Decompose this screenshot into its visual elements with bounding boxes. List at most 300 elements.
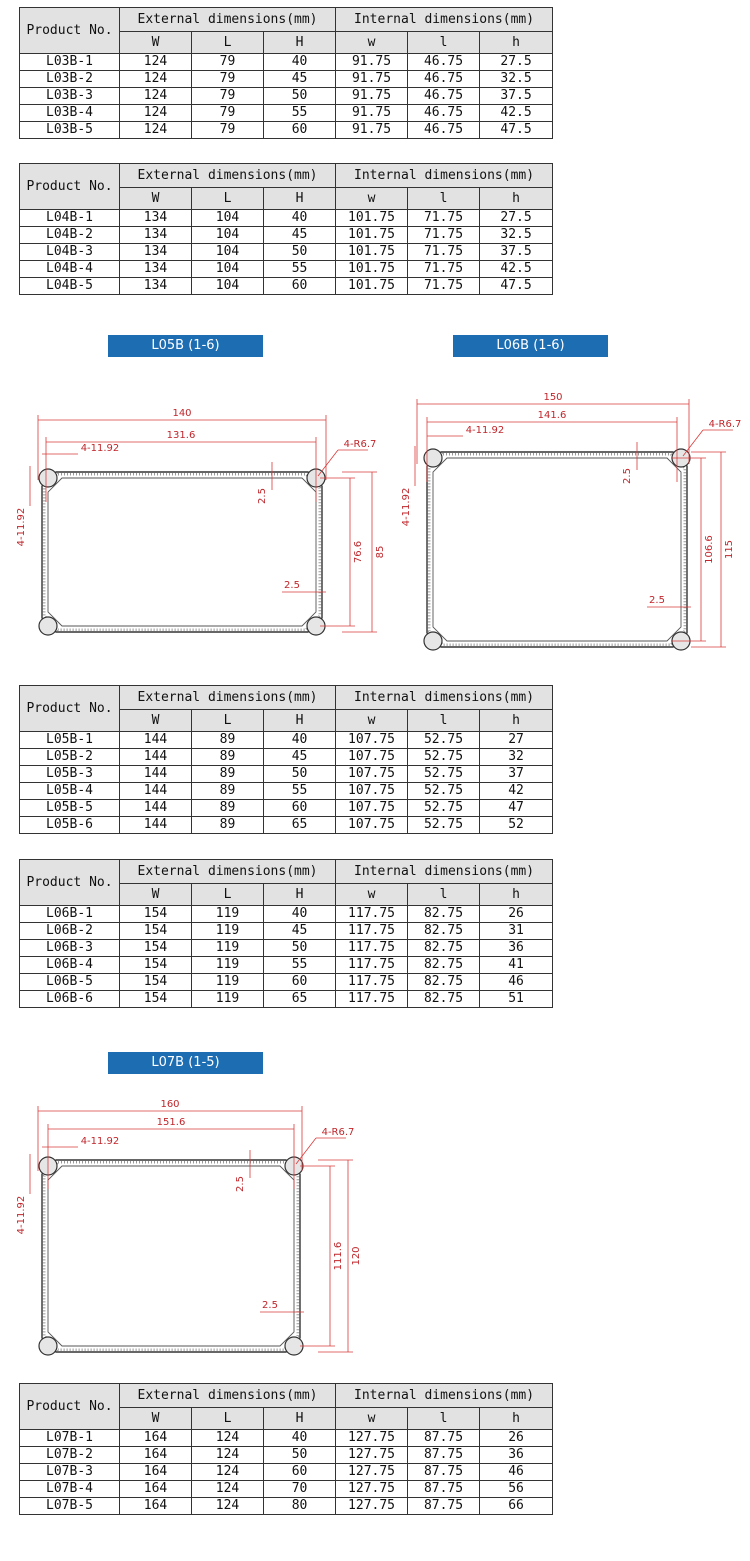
column-header: h (480, 884, 553, 906)
dimension-cell: 164 (120, 1481, 192, 1498)
column-header: H (264, 710, 336, 732)
dimension-cell: 164 (120, 1447, 192, 1464)
spec-table-l07b (19, 1383, 553, 1515)
profile-outer (42, 1160, 300, 1352)
dimension-cell: 144 (120, 817, 192, 834)
dimension-cell: 82.75 (408, 974, 480, 991)
dimension-cell: 45 (264, 227, 336, 244)
dimension-cell: 52.75 (408, 800, 480, 817)
dimension-cell: 124 (192, 1481, 264, 1498)
column-header: w (336, 188, 408, 210)
dimension-cell: 47 (480, 800, 553, 817)
dimension-cell: 60 (264, 1464, 336, 1481)
column-header: H (264, 188, 336, 210)
product-no-cell: L03B-3 (20, 88, 120, 105)
table-row (20, 800, 553, 817)
wall-thickness-side-label: 2.5 (649, 595, 665, 606)
table-row (20, 122, 553, 139)
table-row (20, 923, 553, 940)
corner-lug (424, 632, 442, 650)
dimension-cell: 107.75 (336, 749, 408, 766)
table-row (20, 940, 553, 957)
dimension-cell: 51 (480, 991, 553, 1008)
corner-radius-label: 4-R6.7 (343, 439, 377, 450)
dimension-cell: 117.75 (336, 991, 408, 1008)
dimension-cell: 119 (192, 906, 264, 923)
dimension-cell: 89 (192, 817, 264, 834)
dimension-cell: 79 (192, 54, 264, 71)
product-no-cell: L05B-6 (20, 817, 120, 834)
corner-chamfer-label: 4-11.92 (465, 425, 505, 436)
dimension-cell: 50 (264, 244, 336, 261)
dimension-cell: 37.5 (480, 244, 553, 261)
dimension-cell: 127.75 (336, 1498, 408, 1515)
dimension-cell: 124 (120, 88, 192, 105)
dimension-cell: 91.75 (336, 71, 408, 88)
external-dimensions-header: External dimensions(mm) (120, 1384, 336, 1408)
dimension-cell: 119 (192, 940, 264, 957)
dimension-cell: 52.75 (408, 766, 480, 783)
product-no-cell: L04B-3 (20, 244, 120, 261)
spec-table-l03b (19, 7, 553, 139)
dimension-cell: 124 (120, 71, 192, 88)
dimension-cell: 124 (192, 1464, 264, 1481)
dimension-cell: 71.75 (408, 244, 480, 261)
wall-thickness-side-label: 2.5 (262, 1300, 278, 1311)
dimension-cell: 32 (480, 749, 553, 766)
dimension-cell: 26 (480, 906, 553, 923)
dimension-cell: 124 (120, 105, 192, 122)
dimension-cell: 164 (120, 1430, 192, 1447)
dimension-cell: 79 (192, 122, 264, 139)
dimension-cell: 41 (480, 957, 553, 974)
dimension-cell: 87.75 (408, 1447, 480, 1464)
dimension-cell: 144 (120, 749, 192, 766)
dimension-cell: 40 (264, 1430, 336, 1447)
column-header: H (264, 1408, 336, 1430)
dimension-cell: 82.75 (408, 923, 480, 940)
table-row (20, 278, 553, 295)
dimension-cell: 52.75 (408, 817, 480, 834)
corner-side-label: 4-11.92 (401, 487, 412, 527)
dimension-cell: 45 (264, 71, 336, 88)
dimension-cell: 66 (480, 1498, 553, 1515)
product-no-cell: L06B-1 (20, 906, 120, 923)
product-no-cell: L07B-5 (20, 1498, 120, 1515)
column-header: h (480, 710, 553, 732)
dimension-cell: 42.5 (480, 261, 553, 278)
table-row (20, 1464, 553, 1481)
column-header: L (192, 188, 264, 210)
dimension-cell: 134 (120, 278, 192, 295)
dimension-cell: 134 (120, 210, 192, 227)
product-no-cell: L05B-5 (20, 800, 120, 817)
dimension-cell: 154 (120, 957, 192, 974)
column-header: w (336, 884, 408, 906)
outer-width-label: 150 (543, 392, 563, 403)
outer-width-label: 140 (172, 408, 192, 419)
dimension-cell: 154 (120, 923, 192, 940)
dimension-cell: 45 (264, 923, 336, 940)
column-header: w (336, 1408, 408, 1430)
dimension-cell: 52.75 (408, 783, 480, 800)
dimension-cell: 40 (264, 54, 336, 71)
external-dimensions-header: External dimensions(mm) (120, 860, 336, 884)
table-row (20, 1481, 553, 1498)
dimension-cell: 56 (480, 1481, 553, 1498)
table-row (20, 54, 553, 71)
dimension-cell: 124 (120, 54, 192, 71)
corner-radius-label: 4-R6.7 (321, 1127, 355, 1138)
dimension-cell: 65 (264, 817, 336, 834)
dimension-cell: 144 (120, 800, 192, 817)
table-row (20, 71, 553, 88)
dimension-cell: 52.75 (408, 749, 480, 766)
product-no-cell: L07B-2 (20, 1447, 120, 1464)
table-row (20, 732, 553, 749)
dimension-cell: 104 (192, 210, 264, 227)
product-no-header: Product No. (20, 8, 120, 54)
inner-width-label: 141.6 (537, 410, 567, 421)
table-row (20, 749, 553, 766)
table-row (20, 991, 553, 1008)
outer-height-label: 85 (375, 545, 386, 559)
product-no-cell: L04B-5 (20, 278, 120, 295)
dimension-cell: 117.75 (336, 906, 408, 923)
dimension-cell: 52.75 (408, 732, 480, 749)
inner-width-label: 131.6 (166, 430, 196, 441)
internal-dimensions-header: Internal dimensions(mm) (336, 8, 553, 32)
dimension-cell: 107.75 (336, 766, 408, 783)
wall-hatch (44, 1162, 298, 1350)
dimension-cell: 55 (264, 105, 336, 122)
product-no-cell: L07B-1 (20, 1430, 120, 1447)
dimension-cell: 31 (480, 923, 553, 940)
product-no-cell: L07B-4 (20, 1481, 120, 1498)
dimension-cell: 89 (192, 800, 264, 817)
wall-hatch (429, 454, 685, 645)
dimension-cell: 60 (264, 800, 336, 817)
product-no-header: Product No. (20, 860, 120, 906)
corner-side-label: 4-11.92 (16, 1195, 27, 1235)
dimension-cell: 47.5 (480, 122, 553, 139)
dimension-cell: 107.75 (336, 732, 408, 749)
inner-width-label: 151.6 (156, 1117, 186, 1128)
table-row (20, 88, 553, 105)
dimension-cell: 46.75 (408, 105, 480, 122)
dimension-cell: 107.75 (336, 817, 408, 834)
dimension-cell: 32.5 (480, 71, 553, 88)
dimension-cell: 119 (192, 923, 264, 940)
table-row (20, 783, 553, 800)
product-no-header: Product No. (20, 164, 120, 210)
profile-outer (42, 472, 322, 632)
dimension-cell: 82.75 (408, 957, 480, 974)
dimension-cell: 154 (120, 991, 192, 1008)
dimension-cell: 71.75 (408, 227, 480, 244)
dimension-cell: 89 (192, 749, 264, 766)
dimension-cell: 124 (192, 1498, 264, 1515)
product-no-cell: L03B-4 (20, 105, 120, 122)
table-row (20, 210, 553, 227)
dimension-cell: 65 (264, 991, 336, 1008)
dimension-cell: 104 (192, 227, 264, 244)
dimension-cell: 117.75 (336, 923, 408, 940)
table-row (20, 766, 553, 783)
dimension-cell: 127.75 (336, 1481, 408, 1498)
dimension-cell: 119 (192, 957, 264, 974)
table-row (20, 817, 553, 834)
external-dimensions-header: External dimensions(mm) (120, 686, 336, 710)
dimension-cell: 101.75 (336, 278, 408, 295)
dimension-cell: 127.75 (336, 1447, 408, 1464)
product-no-cell: L04B-4 (20, 261, 120, 278)
dimension-cell: 79 (192, 105, 264, 122)
profile-inner (48, 1166, 294, 1346)
product-no-cell: L06B-3 (20, 940, 120, 957)
dimension-cell: 164 (120, 1464, 192, 1481)
dimension-cell: 71.75 (408, 261, 480, 278)
dimension-cell: 46.75 (408, 88, 480, 105)
column-header: L (192, 884, 264, 906)
corner-chamfer-label: 4-11.92 (80, 443, 120, 454)
external-dimensions-header: External dimensions(mm) (120, 8, 336, 32)
column-header: W (120, 884, 192, 906)
product-no-cell: L03B-2 (20, 71, 120, 88)
dimension-cell: 104 (192, 244, 264, 261)
column-header: W (120, 188, 192, 210)
outer-height-label: 120 (351, 1246, 362, 1266)
column-header: l (408, 1408, 480, 1430)
dimension-cell: 45 (264, 749, 336, 766)
column-header: l (408, 32, 480, 54)
dimension-cell: 55 (264, 783, 336, 800)
dimension-cell: 154 (120, 906, 192, 923)
external-dimensions-header: External dimensions(mm) (120, 164, 336, 188)
dimension-cell: 124 (120, 122, 192, 139)
dimension-cell: 46 (480, 974, 553, 991)
dimension-cell: 32.5 (480, 227, 553, 244)
drawing-label-l07b: L07B (1-5) (108, 1052, 263, 1074)
dimension-cell: 27 (480, 732, 553, 749)
dimension-cell: 124 (192, 1430, 264, 1447)
dimension-cell: 82.75 (408, 906, 480, 923)
corner-lug (39, 469, 57, 487)
dimension-cell: 50 (264, 940, 336, 957)
table-row (20, 105, 553, 122)
dimension-cell: 47.5 (480, 278, 553, 295)
dimension-cell: 40 (264, 210, 336, 227)
dimension-cell: 82.75 (408, 991, 480, 1008)
dimension-cell: 117.75 (336, 957, 408, 974)
corner-side-label: 4-11.92 (16, 507, 27, 547)
wall-thickness-side-label: 2.5 (284, 580, 300, 591)
dimension-cell: 60 (264, 974, 336, 991)
dimension-cell: 27.5 (480, 54, 553, 71)
dimension-cell: 127.75 (336, 1464, 408, 1481)
product-no-cell: L07B-3 (20, 1464, 120, 1481)
dimension-cell: 52 (480, 817, 553, 834)
column-header: w (336, 32, 408, 54)
dimension-cell: 60 (264, 278, 336, 295)
dimension-cell: 50 (264, 766, 336, 783)
internal-dimensions-header: Internal dimensions(mm) (336, 860, 553, 884)
leader-line (318, 450, 338, 476)
drawing-l07b (0, 1085, 370, 1370)
dimension-cell: 55 (264, 957, 336, 974)
dimension-cell: 104 (192, 278, 264, 295)
product-no-cell: L03B-5 (20, 122, 120, 139)
column-header: L (192, 1408, 264, 1430)
table-row (20, 974, 553, 991)
inner-height-label: 106.6 (704, 535, 715, 564)
dimension-cell: 50 (264, 1447, 336, 1464)
dimension-cell: 87.75 (408, 1498, 480, 1515)
dimension-cell: 134 (120, 261, 192, 278)
dimension-cell: 91.75 (336, 122, 408, 139)
outer-width-label: 160 (160, 1099, 180, 1110)
dimension-cell: 50 (264, 88, 336, 105)
drawing-label-l05b: L05B (1-6) (108, 335, 263, 357)
product-no-cell: L05B-4 (20, 783, 120, 800)
column-header: H (264, 32, 336, 54)
column-header: L (192, 32, 264, 54)
dimension-cell: 46.75 (408, 54, 480, 71)
dimension-cell: 91.75 (336, 105, 408, 122)
dimension-cell: 119 (192, 991, 264, 1008)
dimension-cell: 26 (480, 1430, 553, 1447)
dimension-cell: 46 (480, 1464, 553, 1481)
dimension-cell: 101.75 (336, 210, 408, 227)
spec-table-l04b (19, 163, 553, 295)
column-header: l (408, 188, 480, 210)
column-header: w (336, 710, 408, 732)
dimension-cell: 36 (480, 1447, 553, 1464)
profile-inner (48, 478, 316, 626)
outer-height-label: 115 (724, 539, 735, 560)
dimension-cell: 46.75 (408, 71, 480, 88)
dimension-cell: 79 (192, 88, 264, 105)
corner-radius-label: 4-R6.7 (708, 419, 742, 430)
column-header: W (120, 710, 192, 732)
internal-dimensions-header: Internal dimensions(mm) (336, 1384, 553, 1408)
column-header: l (408, 710, 480, 732)
table-row (20, 244, 553, 261)
product-no-cell: L05B-3 (20, 766, 120, 783)
drawing-l05b (0, 390, 386, 655)
dimension-cell: 154 (120, 974, 192, 991)
dimension-cell: 101.75 (336, 227, 408, 244)
spec-table-l06b (19, 859, 553, 1008)
table-row (20, 1498, 553, 1515)
dimension-cell: 91.75 (336, 54, 408, 71)
dimension-cell: 107.75 (336, 783, 408, 800)
dimension-cell: 119 (192, 974, 264, 991)
dimension-cell: 80 (264, 1498, 336, 1515)
dimension-cell: 89 (192, 766, 264, 783)
wall-thickness-top-label: 2.5 (257, 488, 268, 504)
product-no-cell: L06B-4 (20, 957, 120, 974)
internal-dimensions-header: Internal dimensions(mm) (336, 686, 553, 710)
wall-thickness-top-label: 2.5 (622, 468, 633, 484)
dimension-cell: 87.75 (408, 1430, 480, 1447)
table-row (20, 906, 553, 923)
product-no-cell: L06B-5 (20, 974, 120, 991)
dimension-cell: 144 (120, 783, 192, 800)
product-no-cell: L03B-1 (20, 54, 120, 71)
dimension-cell: 82.75 (408, 940, 480, 957)
spec-table-l05b (19, 685, 553, 834)
dimension-cell: 42.5 (480, 105, 553, 122)
dimension-cell: 40 (264, 906, 336, 923)
table-row (20, 1430, 553, 1447)
dimension-cell: 37.5 (480, 88, 553, 105)
dimension-cell: 46.75 (408, 122, 480, 139)
dimension-cell: 55 (264, 261, 336, 278)
product-no-header: Product No. (20, 686, 120, 732)
dimension-cell: 154 (120, 940, 192, 957)
product-no-cell: L04B-2 (20, 227, 120, 244)
dimension-cell: 124 (192, 1447, 264, 1464)
column-header: h (480, 32, 553, 54)
dimension-cell: 89 (192, 783, 264, 800)
dimension-cell: 37 (480, 766, 553, 783)
table-row (20, 227, 553, 244)
dimension-cell: 127.75 (336, 1430, 408, 1447)
column-header: W (120, 32, 192, 54)
column-header: L (192, 710, 264, 732)
wall-hatch (44, 474, 320, 630)
dimension-cell: 70 (264, 1481, 336, 1498)
dimension-cell: 60 (264, 122, 336, 139)
column-header: W (120, 1408, 192, 1430)
dimension-cell: 27.5 (480, 210, 553, 227)
dimension-cell: 144 (120, 732, 192, 749)
corner-lug (39, 617, 57, 635)
dimension-cell: 107.75 (336, 800, 408, 817)
dimension-cell: 134 (120, 244, 192, 261)
dimension-cell: 79 (192, 71, 264, 88)
dimension-cell: 87.75 (408, 1481, 480, 1498)
drawing-l06b (395, 380, 745, 665)
table-row (20, 957, 553, 974)
dimension-cell: 117.75 (336, 940, 408, 957)
dimension-cell: 42 (480, 783, 553, 800)
internal-dimensions-header: Internal dimensions(mm) (336, 164, 553, 188)
column-header: h (480, 188, 553, 210)
dimension-cell: 87.75 (408, 1464, 480, 1481)
product-no-cell: L06B-6 (20, 991, 120, 1008)
wall-thickness-top-label: 2.5 (235, 1176, 246, 1192)
leader-line (296, 1138, 316, 1164)
column-header: l (408, 884, 480, 906)
dimension-cell: 104 (192, 261, 264, 278)
drawing-label-l06b: L06B (1-6) (453, 335, 608, 357)
column-header: h (480, 1408, 553, 1430)
column-header: H (264, 884, 336, 906)
dimension-cell: 71.75 (408, 278, 480, 295)
dimension-cell: 40 (264, 732, 336, 749)
product-no-cell: L04B-1 (20, 210, 120, 227)
profile-inner (433, 458, 681, 641)
inner-height-label: 111.6 (333, 1241, 344, 1271)
table-row (20, 1447, 553, 1464)
dimension-cell: 101.75 (336, 261, 408, 278)
product-no-cell: L06B-2 (20, 923, 120, 940)
dimension-cell: 134 (120, 227, 192, 244)
product-no-header: Product No. (20, 1384, 120, 1430)
dimension-cell: 91.75 (336, 88, 408, 105)
